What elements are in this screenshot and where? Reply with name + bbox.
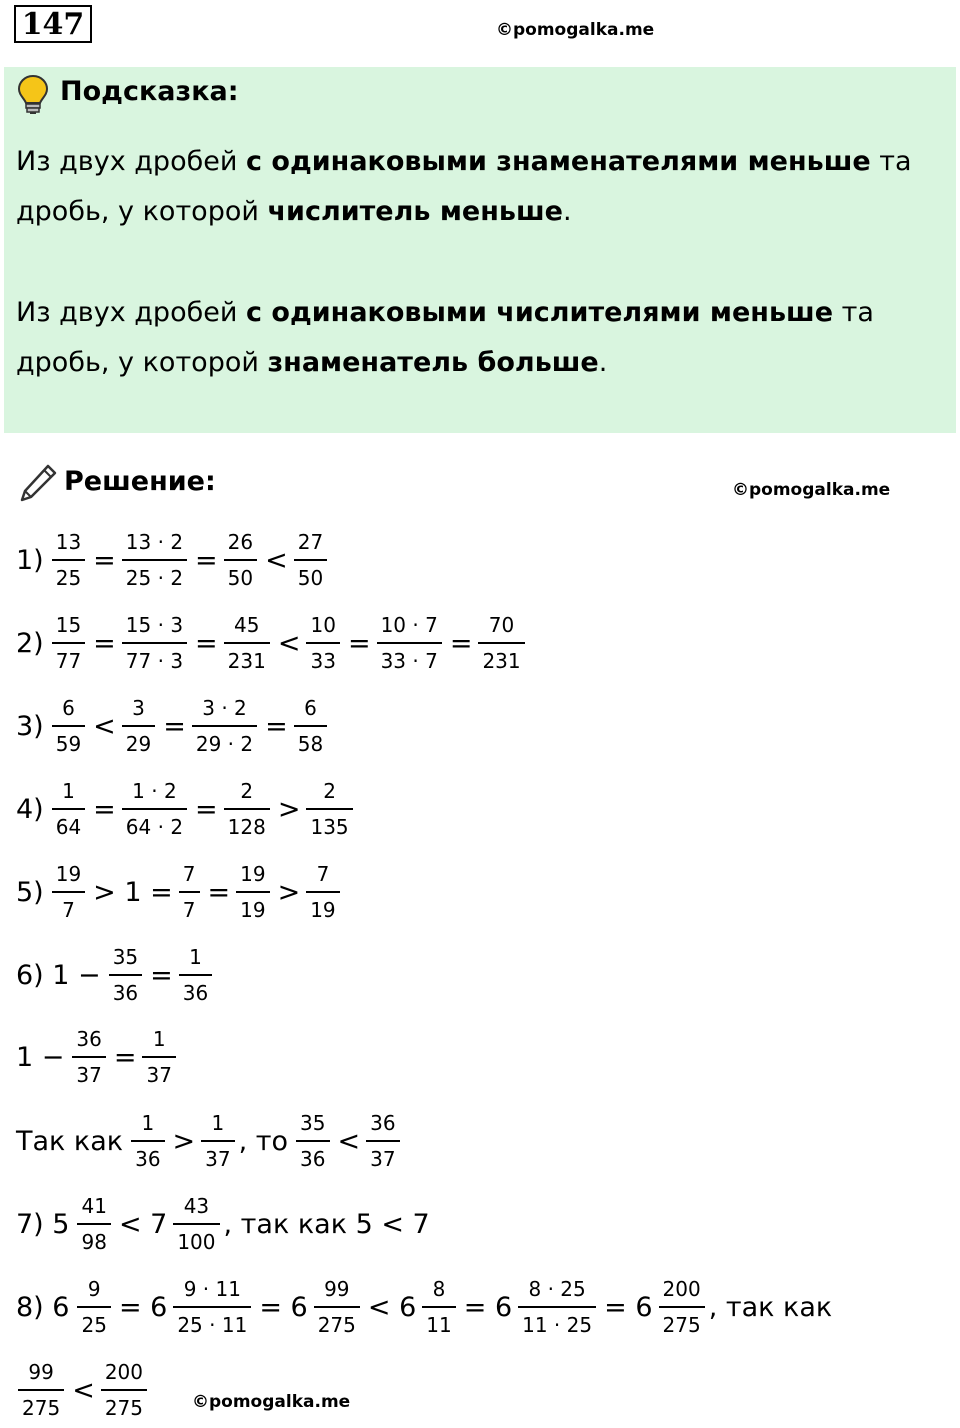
solution-row-2 xyxy=(16,605,529,681)
numerator: 26 xyxy=(227,530,254,554)
fraction xyxy=(144,1027,173,1087)
fraction xyxy=(103,1360,145,1420)
label: 3) xyxy=(16,710,44,742)
solution-title: Решение: xyxy=(64,466,216,497)
fraction xyxy=(298,1111,327,1171)
numerator: 3 xyxy=(132,696,145,720)
denominator: 33 · 7 xyxy=(377,642,442,673)
numerator: 7 xyxy=(316,862,330,886)
denominator: 33 xyxy=(306,642,339,673)
denominator: 231 xyxy=(478,642,524,673)
numerator: 45 xyxy=(234,613,260,637)
solution-row-11 xyxy=(16,1352,151,1428)
operator: < 6 xyxy=(367,1291,417,1323)
fraction xyxy=(54,530,83,590)
denominator: 98 xyxy=(77,1223,110,1254)
operator: < xyxy=(93,710,116,742)
text-run: Из двух дробей xyxy=(16,146,246,177)
denominator: 77 xyxy=(52,642,85,673)
numerator: 13 · 2 xyxy=(125,530,184,554)
denominator: 50 xyxy=(224,559,257,590)
solution-row-6 xyxy=(16,937,216,1013)
task-number: 147 xyxy=(14,5,92,43)
numerator: 70 xyxy=(488,613,515,637)
watermark-bottom: ©pomogalka.me xyxy=(192,1392,351,1412)
denominator: 128 xyxy=(224,808,270,839)
operator: = xyxy=(347,627,371,659)
numerator: 27 xyxy=(297,530,324,554)
numerator: 35 xyxy=(112,945,139,969)
numerator: 36 xyxy=(370,1111,396,1135)
denominator: 275 xyxy=(18,1389,64,1420)
fraction xyxy=(181,945,210,1005)
numerator: 13 xyxy=(55,530,82,554)
fraction xyxy=(203,1111,232,1171)
numerator: 7 xyxy=(182,862,196,886)
denominator: 29 · 2 xyxy=(192,725,257,756)
denominator: 64 xyxy=(52,808,85,839)
fraction xyxy=(79,1277,108,1337)
fraction xyxy=(308,862,337,922)
operator: < xyxy=(277,627,301,659)
fraction xyxy=(181,862,198,922)
numerator: 1 xyxy=(152,1027,166,1051)
fraction xyxy=(20,1360,62,1420)
operator: = xyxy=(93,627,116,659)
fraction xyxy=(226,530,255,590)
operator: < xyxy=(265,544,288,576)
denominator: 275 xyxy=(101,1389,147,1420)
fraction xyxy=(54,613,83,673)
operator: > xyxy=(277,793,301,825)
fraction xyxy=(74,1027,103,1087)
fraction xyxy=(226,779,268,839)
hint-paragraph-1 xyxy=(16,137,946,237)
label: 4) xyxy=(16,793,44,825)
operator: = 6 xyxy=(463,1291,513,1323)
numerator: 8 xyxy=(432,1277,446,1301)
numerator: 9 · 11 xyxy=(183,1277,241,1301)
fraction xyxy=(124,613,185,673)
denominator: 25 · 2 xyxy=(122,559,187,590)
fraction xyxy=(316,1277,358,1337)
numerator: 99 xyxy=(324,1277,350,1301)
operator: = xyxy=(449,627,473,659)
fraction xyxy=(480,613,522,673)
denominator: 36 xyxy=(131,1140,164,1171)
label: 1) xyxy=(16,544,44,576)
numerator: 15 · 3 xyxy=(125,613,184,637)
fraction xyxy=(520,1277,594,1337)
hint-paragraph-2 xyxy=(16,288,946,388)
operator: = xyxy=(207,876,231,908)
solution-row-8 xyxy=(16,1103,404,1179)
operator: = xyxy=(150,959,173,991)
fraction xyxy=(308,779,350,839)
denominator: 64 · 2 xyxy=(122,808,187,839)
operator: = xyxy=(195,627,218,659)
watermark-middle: ©pomogalka.me xyxy=(732,480,891,500)
solution-row-3 xyxy=(16,688,331,764)
fraction xyxy=(54,696,83,756)
denominator: 231 xyxy=(224,642,270,673)
label: , так как xyxy=(708,1291,833,1323)
text-run: Из двух дробей xyxy=(16,297,246,328)
denominator: 58 xyxy=(294,725,327,756)
fraction xyxy=(175,1194,217,1254)
text-run: . xyxy=(598,347,608,378)
numerator: 8 · 25 xyxy=(528,1277,586,1301)
label: Так как xyxy=(16,1125,124,1157)
operator: = 6 xyxy=(118,1291,168,1323)
solution-row-1 xyxy=(16,522,331,598)
numerator: 43 xyxy=(183,1194,210,1218)
denominator: 36 xyxy=(179,974,212,1005)
operator: = xyxy=(265,710,288,742)
fraction xyxy=(308,613,337,673)
fraction xyxy=(124,696,153,756)
operator: < xyxy=(337,1125,361,1157)
fraction xyxy=(368,1111,397,1171)
solution-row-5 xyxy=(16,854,344,930)
label: , то xyxy=(238,1125,289,1157)
denominator: 275 xyxy=(314,1306,360,1337)
text-run: та дробь, у которой xyxy=(16,146,912,227)
numerator: 1 xyxy=(189,945,202,969)
label: 7) 5 xyxy=(16,1208,70,1240)
denominator: 19 xyxy=(236,891,269,922)
label: 1 − xyxy=(16,1041,65,1073)
numerator: 6 xyxy=(304,696,317,720)
fraction xyxy=(296,696,325,756)
numerator: 19 xyxy=(55,862,82,886)
denominator: 36 xyxy=(296,1140,329,1171)
watermark-top: ©pomogalka.me xyxy=(496,20,655,40)
denominator: 59 xyxy=(52,725,85,756)
denominator: 19 xyxy=(306,891,339,922)
fraction xyxy=(54,779,83,839)
numerator: 19 xyxy=(240,862,266,886)
denominator: 11 · 25 xyxy=(518,1306,596,1337)
fraction xyxy=(238,862,267,922)
numerator: 1 xyxy=(62,779,75,803)
fraction xyxy=(111,945,140,1005)
denominator: 100 xyxy=(173,1223,219,1254)
fraction xyxy=(424,1277,453,1337)
numerator: 10 · 7 xyxy=(380,613,438,637)
numerator: 36 xyxy=(76,1027,102,1051)
numerator: 99 xyxy=(28,1360,54,1384)
fraction xyxy=(296,530,325,590)
hint-title: Подсказка: xyxy=(60,76,239,107)
bold-run: знаменатель больше xyxy=(267,347,599,378)
denominator: 275 xyxy=(659,1306,705,1337)
numerator: 1 xyxy=(211,1111,225,1135)
bold-run: с одинаковыми знаменателями меньше xyxy=(245,146,871,177)
denominator: 37 xyxy=(366,1140,399,1171)
denominator: 37 xyxy=(142,1056,175,1087)
operator: > xyxy=(277,876,301,908)
operator: = 6 xyxy=(259,1291,308,1323)
fraction xyxy=(79,1194,108,1254)
denominator: 7 xyxy=(52,891,85,922)
operator: = xyxy=(93,793,116,825)
numerator: 2 xyxy=(240,779,254,803)
label: 2) xyxy=(16,627,44,659)
denominator: 37 xyxy=(72,1056,105,1087)
numerator: 10 xyxy=(310,613,336,637)
numerator: 200 xyxy=(662,1277,701,1301)
denominator: 25 xyxy=(77,1306,110,1337)
label: 6) 1 − xyxy=(16,959,101,991)
fraction xyxy=(194,696,255,756)
label: 8) 6 xyxy=(16,1291,70,1323)
denominator: 50 xyxy=(294,559,327,590)
label: 5) xyxy=(16,876,44,908)
numerator: 200 xyxy=(104,1360,143,1384)
denominator: 25 · 11 xyxy=(173,1306,251,1337)
solution-row-9 xyxy=(16,1186,436,1262)
numerator: 1 xyxy=(141,1111,155,1135)
denominator: 36 xyxy=(109,974,142,1005)
fraction xyxy=(379,613,440,673)
operator: = xyxy=(113,1041,137,1073)
denominator: 77 · 3 xyxy=(122,642,187,673)
operator: = xyxy=(93,544,116,576)
fraction xyxy=(124,530,185,590)
numerator: 3 · 2 xyxy=(202,696,247,720)
solution-row-10 xyxy=(16,1269,838,1345)
operator: = 6 xyxy=(604,1291,653,1323)
operator: < xyxy=(72,1374,95,1406)
numerator: 41 xyxy=(81,1194,107,1218)
lightbulb-icon xyxy=(16,74,50,116)
label: , так как 5 < 7 xyxy=(223,1208,430,1240)
operator: = xyxy=(163,710,186,742)
operator: < 7 xyxy=(118,1208,168,1240)
fraction xyxy=(661,1277,703,1337)
operator: = xyxy=(195,544,218,576)
fraction xyxy=(226,613,268,673)
denominator: 25 xyxy=(52,559,85,590)
numerator: 6 xyxy=(62,696,75,720)
numerator: 1 · 2 xyxy=(132,779,177,803)
solution-row-4 xyxy=(16,771,357,847)
fraction xyxy=(133,1111,162,1171)
solution-row-7 xyxy=(16,1019,180,1095)
denominator: 135 xyxy=(306,808,352,839)
fraction xyxy=(124,779,185,839)
numerator: 2 xyxy=(323,779,336,803)
fraction xyxy=(175,1277,249,1337)
bold-run: числитель меньше xyxy=(267,196,563,227)
operator: = xyxy=(195,793,218,825)
denominator: 37 xyxy=(201,1140,234,1171)
pencil-icon xyxy=(18,462,58,504)
fraction xyxy=(54,862,83,922)
operator: > xyxy=(172,1125,196,1157)
denominator: 7 xyxy=(179,891,200,922)
denominator: 29 xyxy=(122,725,155,756)
numerator: 9 xyxy=(87,1277,101,1301)
bold-run: с одинаковыми числителями меньше xyxy=(245,297,834,328)
operator: > 1 = xyxy=(93,876,173,908)
denominator: 11 xyxy=(422,1306,455,1337)
text-run: та дробь, у которой xyxy=(16,297,874,378)
numerator: 15 xyxy=(55,613,82,637)
numerator: 35 xyxy=(300,1111,326,1135)
text-run: . xyxy=(562,196,572,227)
